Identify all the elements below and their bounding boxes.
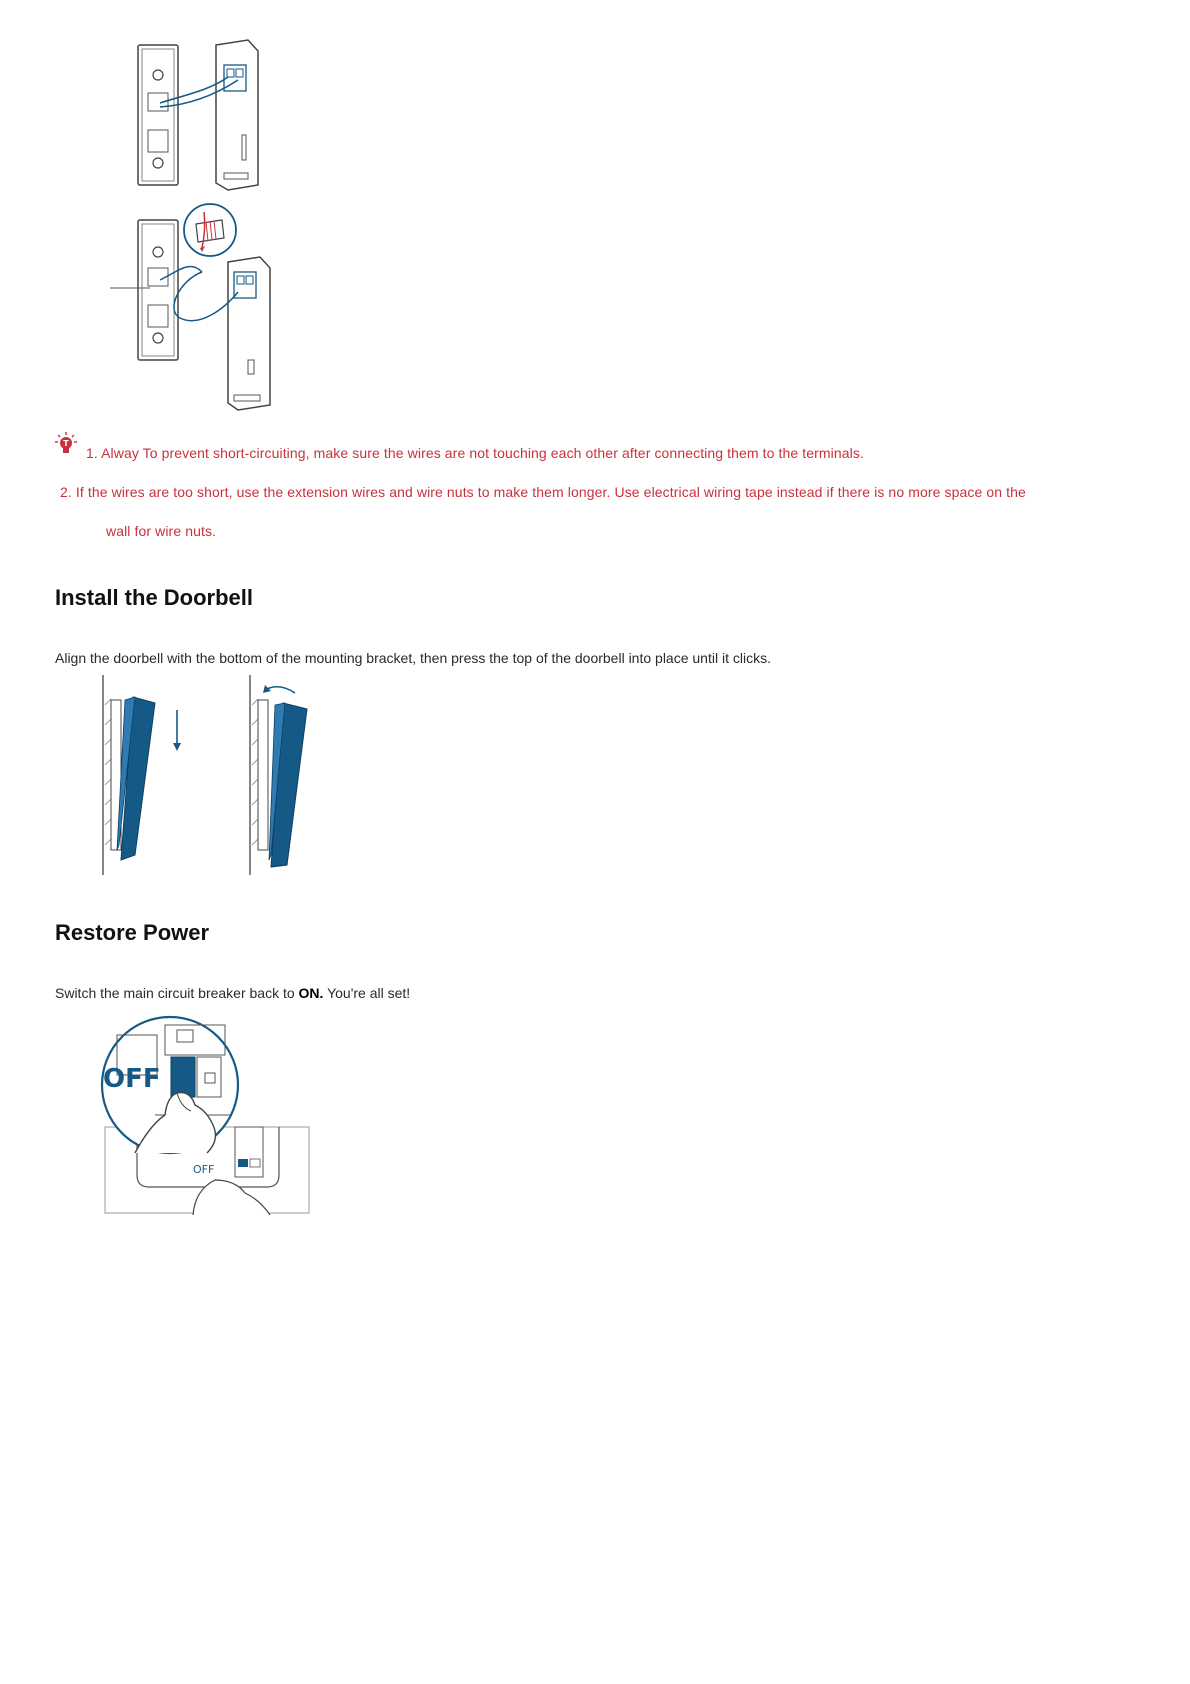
svg-text:T: T (63, 439, 69, 448)
restore-instruction (55, 985, 410, 1001)
warning-item-2: 2. If the wires are too short, use the extension wires and wire nuts to make them longer. Use electrical wiring tape instead if there is no more space on the (60, 484, 1026, 500)
breaker-off-label-small: OFF (193, 1163, 215, 1176)
caution-bulb-icon (55, 432, 77, 454)
install-doorbell-illustration (95, 675, 325, 875)
breaker-off-label-large: OFF (103, 1064, 161, 1094)
warning-item-1: 1. Alway To prevent short-circuiting, make sure the wires are not touching each other after connecting them to the terminals. (86, 445, 864, 461)
circuit-breaker-illustration (95, 1015, 315, 1215)
restore-instruction-tail: You're all set! (323, 985, 411, 1001)
warning-item-2-continued: wall for wire nuts. (106, 523, 217, 539)
restore-instruction-on: ON. (298, 985, 324, 1001)
restore-section-title: Restore Power (55, 920, 210, 945)
wiring-illustration-top (120, 35, 280, 195)
restore-instruction-text: Switch the main circuit breaker back to (55, 985, 299, 1001)
install-instruction: Align the doorbell with the bottom of the mounting bracket, then press the top of the doorbell into place until it clicks. (55, 650, 771, 666)
wire-nut-illustration (110, 200, 290, 420)
install-section-title: Install the Doorbell (55, 585, 254, 610)
